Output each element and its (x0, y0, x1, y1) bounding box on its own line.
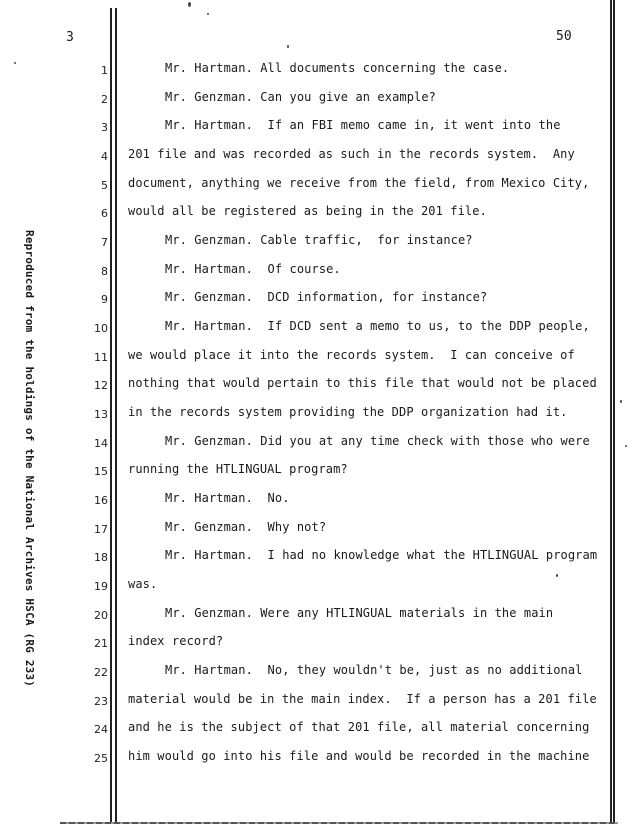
transcript-line: Mr. Hartman. I had no knowledge what the HTLINGUAL program (165, 548, 598, 562)
line-number: 12 (94, 379, 108, 392)
scan-speck (14, 62, 16, 64)
transcript-line: document, anything we receive from the field, from Mexico City, (128, 176, 590, 190)
scan-speck (625, 445, 627, 447)
line-number: 11 (94, 351, 108, 364)
transcript-line: Mr. Genzman. Cable traffic, for instance? (165, 233, 473, 247)
line-number: 3 (101, 121, 108, 134)
line-number: 20 (94, 609, 108, 622)
transcript-line: Mr. Genzman. Why not? (165, 520, 327, 534)
line-number: 23 (94, 695, 108, 708)
transcript-line: Mr. Hartman. Of course. (165, 262, 341, 276)
line-number: 6 (101, 207, 108, 220)
bottom-edge (60, 822, 618, 824)
line-number: 2 (101, 93, 108, 106)
left-margin-rule-inner (115, 8, 117, 822)
line-number: 4 (101, 150, 108, 163)
line-number: 25 (94, 752, 108, 765)
line-number: 22 (94, 666, 108, 679)
line-number: 8 (101, 265, 108, 278)
right-margin-rule (610, 0, 612, 822)
scan-speck (556, 574, 558, 577)
left-margin-rule (110, 8, 112, 822)
transcript-line: in the records system providing the DDP organization had it. (128, 405, 568, 419)
transcript-line: running the HTLINGUAL program? (128, 462, 348, 476)
right-margin-rule-inner (613, 0, 615, 822)
scan-speck (287, 45, 289, 48)
line-number: 16 (94, 494, 108, 507)
transcript-line: material would be in the main index. If a person has a 201 file (128, 692, 597, 706)
line-number: 14 (94, 437, 108, 450)
transcript-line: 201 file and was recorded as such in the records system. Any (128, 147, 575, 161)
transcript-line: Mr. Hartman. If an FBI memo came in, it went into the (165, 118, 561, 132)
side-number: 3 (66, 30, 74, 45)
archive-sidebar (22, 230, 38, 688)
transcript-line: was. (128, 577, 158, 591)
scan-speck (188, 2, 191, 7)
transcript-line: Mr. Genzman. Can you give an example? (165, 90, 437, 104)
transcript-line: him would go into his file and would be recorded in the machine (128, 749, 590, 763)
line-number: 13 (94, 408, 108, 421)
line-number: 1 (101, 64, 108, 77)
archive-note: Reproduced from the holdings of the National Archives HSCA (RG 233) (23, 230, 36, 688)
transcript-line: Mr. Hartman. No, they wouldn't be, just as no additional (165, 663, 583, 677)
line-number: 18 (94, 551, 108, 564)
transcript-line: Mr. Genzman. DCD information, for instance? (165, 290, 488, 304)
transcript-line: Mr. Hartman. No. (165, 491, 290, 505)
page-number: 50 (556, 29, 572, 44)
transcript-line: Mr. Genzman. Did you at any time check with those who were (165, 434, 590, 448)
line-number: 19 (94, 580, 108, 593)
line-number: 10 (94, 322, 108, 335)
transcript-line: and he is the subject of that 201 file, all material concerning (128, 720, 590, 734)
line-number: 17 (94, 523, 108, 536)
scan-speck (620, 400, 622, 403)
scan-speck (207, 13, 209, 15)
transcript-line: would all be registered as being in the 201 file. (128, 204, 487, 218)
line-number: 15 (94, 465, 108, 478)
transcript-line: Mr. Hartman. All documents concerning the case. (165, 61, 510, 75)
line-number: 7 (101, 236, 108, 249)
line-number: 9 (101, 293, 108, 306)
transcript-line: nothing that would pertain to this file that would not be placed (128, 376, 597, 390)
line-number: 24 (94, 723, 108, 736)
transcript-line: Mr. Hartman. If DCD sent a memo to us, to the DDP people, (165, 319, 590, 333)
transcript-line: index record? (128, 634, 224, 648)
transcript-line: Mr. Genzman. Were any HTLINGUAL materials in the main (165, 606, 554, 620)
line-number: 5 (101, 179, 108, 192)
line-number: 21 (94, 637, 108, 650)
transcript-line: we would place it into the records system. I can conceive of (128, 348, 575, 362)
